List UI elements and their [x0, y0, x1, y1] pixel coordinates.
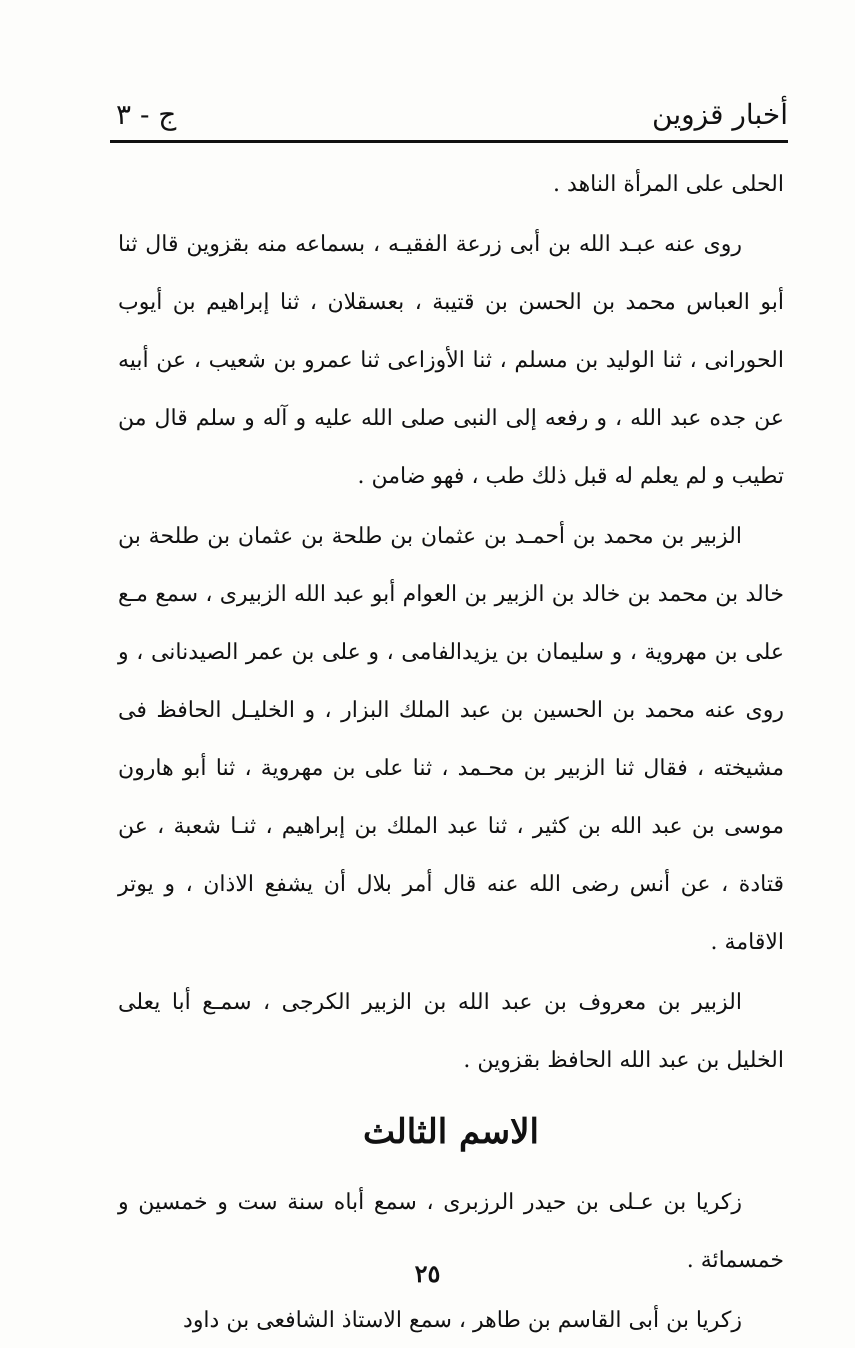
paragraph: الزبير بن محمد بن أحمـد بن عثمان بن طلحة بن عثمان بن طلحة بن خالد بن محمد بن خالد بن الزبير بن العوام أبو عبد الله الزبيرى ، سمع مـع على بن مهروية ، و سليمان بن يزيدالفامى ، و على بن عمر الصيدنانى ، و روى عنه محمد بن الحسين بن عبد الملك البزار ، و الخليـل الحافظ فى مشيخته ، فقال ثنا الزبير بن محـمد ، ثنا على بن مهروية ، ثنا أبو هارون موسى بن عبد الله بن كثير ، ثنا عبد الملك بن إبراهيم ، ثنـا شعبة ، عن قتادة ، عن أنس رضى الله عنه قال أمر بلال أن يشفع الاذان ، و يوتر الاقامة .: [118, 524, 784, 955]
page-header: [110, 92, 788, 138]
running-title: أخبار قزوين: [652, 98, 788, 131]
header-rule: [110, 140, 788, 143]
paragraph: زكريا بن عـلى بن حيدر الرزبرى ، سمع أباه سنة ست و خمسين و خمسمائة .: [118, 1190, 784, 1273]
paragraph: روى عنه عبـد الله بن أبى زرعة الفقيـه ، بسماعه منه بقزوين قال ثنا أبو العباس محمد بن الحسن بن قتيبة ، بعسقلان ، ثنا إبراهيم بن أيوب الحورانى ، ثنا الوليد بن مسلم ، ثنا الأوزاعى ثنا عمرو بن شعيب ، عن أبيه عن جده عبد الله ، و رفعه إلى النبى صلى الله عليه و آله و سلم قال من تطيب و لم يعلم له قبل ذلك طب ، فهو ضامن .: [118, 232, 785, 489]
paragraph: زكريا بن أبى القاسم بن طاهر ، سمع الاستاذ الشافعى بن داود: [183, 1308, 742, 1333]
page-number: ٢٥: [414, 1259, 441, 1288]
body-text: [118, 156, 784, 1352]
volume-label: ج - ٣: [116, 98, 177, 131]
paragraph-continuation: الحلى على المرأة الناهد .: [553, 172, 784, 197]
section-heading: الاسم الثالث: [363, 1112, 539, 1152]
paragraph: الزبير بن معروف بن عبد الله بن الزبير الكرجى ، سمـع أبا يعلى الخليل بن عبد الله الحافظ بقزوين .: [118, 990, 784, 1073]
